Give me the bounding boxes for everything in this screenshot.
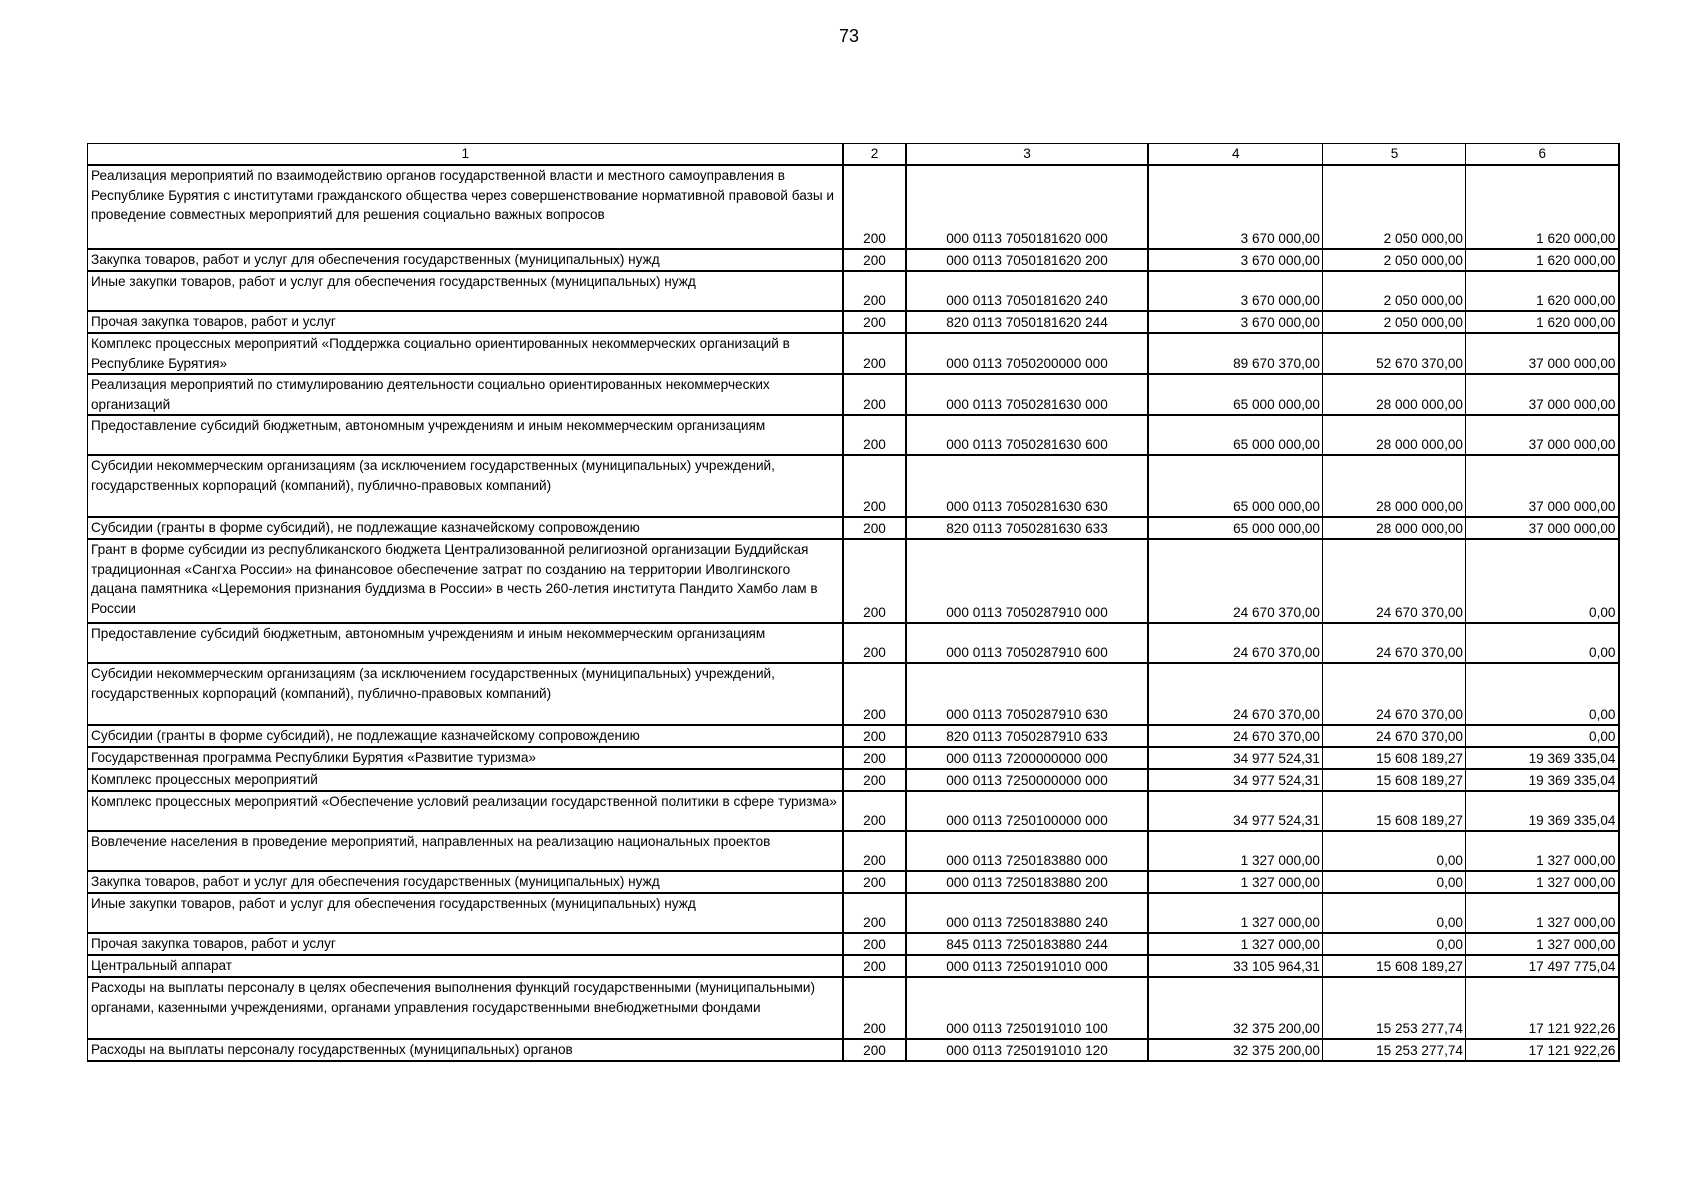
row-col2-cell: 200 <box>843 1039 906 1061</box>
column-header: 2 <box>843 144 906 166</box>
row-value-6-cell: 0,00 <box>1466 539 1619 623</box>
row-code-cell: 000 0113 7050181620 200 <box>906 249 1148 271</box>
row-code-cell: 000 0113 7050281630 000 <box>906 374 1148 415</box>
row-value-4-cell: 1 327 000,00 <box>1148 831 1323 871</box>
table-row <box>88 623 1619 663</box>
row-code-cell: 000 0113 7050287910 000 <box>906 539 1148 623</box>
row-value-6-cell: 1 327 000,00 <box>1466 831 1619 871</box>
row-value-5-cell: 2 050 000,00 <box>1323 311 1466 333</box>
table-row <box>88 311 1619 333</box>
row-value-4-cell: 34 977 524,31 <box>1148 791 1323 831</box>
row-value-6-cell: 0,00 <box>1466 725 1619 747</box>
row-value-6-cell: 1 620 000,00 <box>1466 249 1619 271</box>
table-row <box>88 539 1619 623</box>
row-value-5-cell: 15 608 189,27 <box>1323 747 1466 769</box>
row-value-6-cell: 37 000 000,00 <box>1466 455 1619 517</box>
table-row <box>88 769 1619 791</box>
row-name-cell: Реализация мероприятий по взаимодействию органов государственной власти и местного самоуправления в Республике Бурятия с институтами гражданского общества через совершенствование нормативной правовой базы и проведение совместных мероприятий для решения социально важных вопросов <box>88 165 843 249</box>
row-code-cell: 820 0113 7050181620 244 <box>906 311 1148 333</box>
table-row <box>88 333 1619 374</box>
row-col2-cell: 200 <box>843 769 906 791</box>
row-code-cell: 000 0113 7050181620 000 <box>906 165 1148 249</box>
row-code-cell: 000 0113 7250191010 120 <box>906 1039 1148 1061</box>
row-name-cell: Расходы на выплаты персоналу государственных (муниципальных) органов <box>88 1039 843 1061</box>
row-value-5-cell: 0,00 <box>1323 893 1466 933</box>
row-value-4-cell: 65 000 000,00 <box>1148 374 1323 415</box>
row-value-5-cell: 15 608 189,27 <box>1323 955 1466 977</box>
table-row <box>88 517 1619 539</box>
row-name-cell: Комплекс процессных мероприятий «Обеспечение условий реализации государственной политики в сфере туризма» <box>88 791 843 831</box>
row-value-4-cell: 65 000 000,00 <box>1148 455 1323 517</box>
row-col2-cell: 200 <box>843 517 906 539</box>
row-code-cell: 000 0113 7250100000 000 <box>906 791 1148 831</box>
row-code-cell: 000 0113 7250183880 200 <box>906 871 1148 893</box>
row-code-cell: 000 0113 7250183880 000 <box>906 831 1148 871</box>
row-value-5-cell: 2 050 000,00 <box>1323 249 1466 271</box>
row-value-4-cell: 33 105 964,31 <box>1148 955 1323 977</box>
row-col2-cell: 200 <box>843 663 906 725</box>
row-value-6-cell: 1 620 000,00 <box>1466 271 1619 311</box>
row-code-cell: 000 0113 7250191010 000 <box>906 955 1148 977</box>
row-col2-cell: 200 <box>843 165 906 249</box>
row-name-cell: Прочая закупка товаров, работ и услуг <box>88 933 843 955</box>
table-row <box>88 1039 1619 1061</box>
table-row <box>88 893 1619 933</box>
row-value-6-cell: 1 327 000,00 <box>1466 933 1619 955</box>
row-col2-cell: 200 <box>843 249 906 271</box>
row-name-cell: Субсидии (гранты в форме субсидий), не подлежащие казначейскому сопровождению <box>88 725 843 747</box>
row-value-4-cell: 34 977 524,31 <box>1148 747 1323 769</box>
row-col2-cell: 200 <box>843 311 906 333</box>
table-row <box>88 871 1619 893</box>
row-col2-cell: 200 <box>843 415 906 455</box>
table-row <box>88 271 1619 311</box>
row-col2-cell: 200 <box>843 955 906 977</box>
row-name-cell: Закупка товаров, работ и услуг для обеспечения государственных (муниципальных) нужд <box>88 871 843 893</box>
row-code-cell: 845 0113 7250183880 244 <box>906 933 1148 955</box>
row-value-5-cell: 28 000 000,00 <box>1323 455 1466 517</box>
row-value-6-cell: 37 000 000,00 <box>1466 517 1619 539</box>
row-value-5-cell: 52 670 370,00 <box>1323 333 1466 374</box>
row-value-5-cell: 24 670 370,00 <box>1323 539 1466 623</box>
row-col2-cell: 200 <box>843 747 906 769</box>
table-row <box>88 249 1619 271</box>
row-value-5-cell: 0,00 <box>1323 933 1466 955</box>
row-code-cell: 000 0113 7250183880 240 <box>906 893 1148 933</box>
column-header: 6 <box>1466 144 1619 166</box>
row-value-6-cell: 19 369 335,04 <box>1466 791 1619 831</box>
row-col2-cell: 200 <box>843 831 906 871</box>
row-code-cell: 820 0113 7050281630 633 <box>906 517 1148 539</box>
table-row <box>88 831 1619 871</box>
row-value-4-cell: 65 000 000,00 <box>1148 517 1323 539</box>
row-col2-cell: 200 <box>843 623 906 663</box>
row-col2-cell: 200 <box>843 333 906 374</box>
row-col2-cell: 200 <box>843 374 906 415</box>
row-value-4-cell: 1 327 000,00 <box>1148 933 1323 955</box>
row-code-cell: 000 0113 7200000000 000 <box>906 747 1148 769</box>
row-code-cell: 000 0113 7050281630 600 <box>906 415 1148 455</box>
row-code-cell: 000 0113 7050200000 000 <box>906 333 1148 374</box>
row-col2-cell: 200 <box>843 455 906 517</box>
row-name-cell: Субсидии некоммерческим организациям (за исключением государственных (муниципальных) учреждений, государственных корпораций (компаний), публично-правовых компаний) <box>88 663 843 725</box>
row-value-6-cell: 0,00 <box>1466 663 1619 725</box>
row-name-cell: Субсидии (гранты в форме субсидий), не подлежащие казначейскому сопровождению <box>88 517 843 539</box>
row-value-5-cell: 28 000 000,00 <box>1323 415 1466 455</box>
table-row <box>88 663 1619 725</box>
row-value-4-cell: 32 375 200,00 <box>1148 977 1323 1039</box>
row-value-5-cell: 2 050 000,00 <box>1323 271 1466 311</box>
row-value-4-cell: 32 375 200,00 <box>1148 1039 1323 1061</box>
row-code-cell: 000 0113 7050287910 600 <box>906 623 1148 663</box>
row-name-cell: Расходы на выплаты персоналу в целях обеспечения выполнения функций государственными (муниципальными) органами, казенными учреждениями, органами управления государственными внебюджетными фондами <box>88 977 843 1039</box>
row-name-cell: Государственная программа Республики Бурятия «Развитие туризма» <box>88 747 843 769</box>
row-value-5-cell: 24 670 370,00 <box>1323 725 1466 747</box>
row-value-5-cell: 15 608 189,27 <box>1323 791 1466 831</box>
row-value-6-cell: 1 620 000,00 <box>1466 311 1619 333</box>
row-col2-cell: 200 <box>843 725 906 747</box>
table-header-row <box>88 144 1619 166</box>
row-value-4-cell: 65 000 000,00 <box>1148 415 1323 455</box>
row-name-cell: Грант в форме субсидии из республиканского бюджета Централизованной религиозной организации Буддийская традиционная «Сангха России» на финансовое обеспечение затрат по созданию на территории Иволгинского дацана памятника «Церемония признания буддизма в России» в честь 260-летия института Пандито Хамбо лам в России <box>88 539 843 623</box>
row-value-5-cell: 24 670 370,00 <box>1323 623 1466 663</box>
column-header: 5 <box>1323 144 1466 166</box>
row-value-5-cell: 0,00 <box>1323 871 1466 893</box>
row-name-cell: Субсидии некоммерческим организациям (за исключением государственных (муниципальных) учреждений, государственных корпораций (компаний), публично-правовых компаний) <box>88 455 843 517</box>
row-value-5-cell: 15 253 277,74 <box>1323 977 1466 1039</box>
row-value-6-cell: 1 620 000,00 <box>1466 165 1619 249</box>
row-value-6-cell: 37 000 000,00 <box>1466 374 1619 415</box>
row-col2-cell: 200 <box>843 933 906 955</box>
row-value-6-cell: 17 497 775,04 <box>1466 955 1619 977</box>
row-col2-cell: 200 <box>843 539 906 623</box>
row-value-4-cell: 1 327 000,00 <box>1148 871 1323 893</box>
row-value-5-cell: 24 670 370,00 <box>1323 663 1466 725</box>
row-value-4-cell: 3 670 000,00 <box>1148 249 1323 271</box>
row-value-4-cell: 3 670 000,00 <box>1148 311 1323 333</box>
row-value-6-cell: 17 121 922,26 <box>1466 977 1619 1039</box>
row-name-cell: Иные закупки товаров, работ и услуг для обеспечения государственных (муниципальных) нужд <box>88 271 843 311</box>
row-value-6-cell: 1 327 000,00 <box>1466 893 1619 933</box>
page-number: 73 <box>838 26 860 46</box>
row-value-4-cell: 1 327 000,00 <box>1148 893 1323 933</box>
table-row <box>88 725 1619 747</box>
table-row <box>88 374 1619 415</box>
row-value-5-cell: 28 000 000,00 <box>1323 517 1466 539</box>
row-code-cell: 000 0113 7050181620 240 <box>906 271 1148 311</box>
column-header: 3 <box>906 144 1148 166</box>
row-col2-cell: 200 <box>843 893 906 933</box>
row-value-4-cell: 34 977 524,31 <box>1148 769 1323 791</box>
table-row <box>88 955 1619 977</box>
table-row <box>88 165 1619 249</box>
row-name-cell: Предоставление субсидий бюджетным, автономным учреждениям и иным некоммерческим организациям <box>88 623 843 663</box>
row-value-4-cell: 24 670 370,00 <box>1148 539 1323 623</box>
row-code-cell: 000 0113 7050287910 630 <box>906 663 1148 725</box>
row-value-6-cell: 19 369 335,04 <box>1466 747 1619 769</box>
row-col2-cell: 200 <box>843 271 906 311</box>
row-name-cell: Центральный аппарат <box>88 955 843 977</box>
row-col2-cell: 200 <box>843 871 906 893</box>
row-col2-cell: 200 <box>843 791 906 831</box>
table-row <box>88 455 1619 517</box>
row-value-4-cell: 24 670 370,00 <box>1148 623 1323 663</box>
row-code-cell: 000 0113 7250000000 000 <box>906 769 1148 791</box>
row-col2-cell: 200 <box>843 977 906 1039</box>
row-value-5-cell: 15 608 189,27 <box>1323 769 1466 791</box>
row-value-4-cell: 89 670 370,00 <box>1148 333 1323 374</box>
table-row <box>88 747 1619 769</box>
table-row <box>88 791 1619 831</box>
row-value-6-cell: 17 121 922,26 <box>1466 1039 1619 1061</box>
row-name-cell: Вовлечение населения в проведение мероприятий, направленных на реализацию национальных проектов <box>88 831 843 871</box>
row-name-cell: Комплекс процессных мероприятий <box>88 769 843 791</box>
row-value-5-cell: 15 253 277,74 <box>1323 1039 1466 1061</box>
budget-table <box>87 143 1620 1062</box>
table-row <box>88 415 1619 455</box>
row-name-cell: Закупка товаров, работ и услуг для обеспечения государственных (муниципальных) нужд <box>88 249 843 271</box>
row-value-5-cell: 0,00 <box>1323 831 1466 871</box>
row-value-6-cell: 1 327 000,00 <box>1466 871 1619 893</box>
row-value-5-cell: 28 000 000,00 <box>1323 374 1466 415</box>
row-name-cell: Комплекс процессных мероприятий «Поддержка социально ориентированных некоммерческих организаций в Республике Бурятия» <box>88 333 843 374</box>
row-code-cell: 000 0113 7250191010 100 <box>906 977 1148 1039</box>
table-row <box>88 977 1619 1039</box>
row-value-4-cell: 24 670 370,00 <box>1148 725 1323 747</box>
row-value-4-cell: 3 670 000,00 <box>1148 271 1323 311</box>
row-value-6-cell: 19 369 335,04 <box>1466 769 1619 791</box>
row-value-4-cell: 24 670 370,00 <box>1148 663 1323 725</box>
column-header: 4 <box>1148 144 1323 166</box>
column-header: 1 <box>88 144 843 166</box>
row-name-cell: Предоставление субсидий бюджетным, автономным учреждениям и иным некоммерческим организациям <box>88 415 843 455</box>
table-row <box>88 933 1619 955</box>
row-code-cell: 000 0113 7050281630 630 <box>906 455 1148 517</box>
row-value-5-cell: 2 050 000,00 <box>1323 165 1466 249</box>
row-value-4-cell: 3 670 000,00 <box>1148 165 1323 249</box>
row-name-cell: Реализация мероприятий по стимулированию деятельности социально ориентированных некоммерческих организаций <box>88 374 843 415</box>
row-name-cell: Прочая закупка товаров, работ и услуг <box>88 311 843 333</box>
row-code-cell: 820 0113 7050287910 633 <box>906 725 1148 747</box>
row-value-6-cell: 0,00 <box>1466 623 1619 663</box>
row-value-6-cell: 37 000 000,00 <box>1466 415 1619 455</box>
table-body <box>88 165 1619 1061</box>
row-value-6-cell: 37 000 000,00 <box>1466 333 1619 374</box>
row-name-cell: Иные закупки товаров, работ и услуг для обеспечения государственных (муниципальных) нужд <box>88 893 843 933</box>
